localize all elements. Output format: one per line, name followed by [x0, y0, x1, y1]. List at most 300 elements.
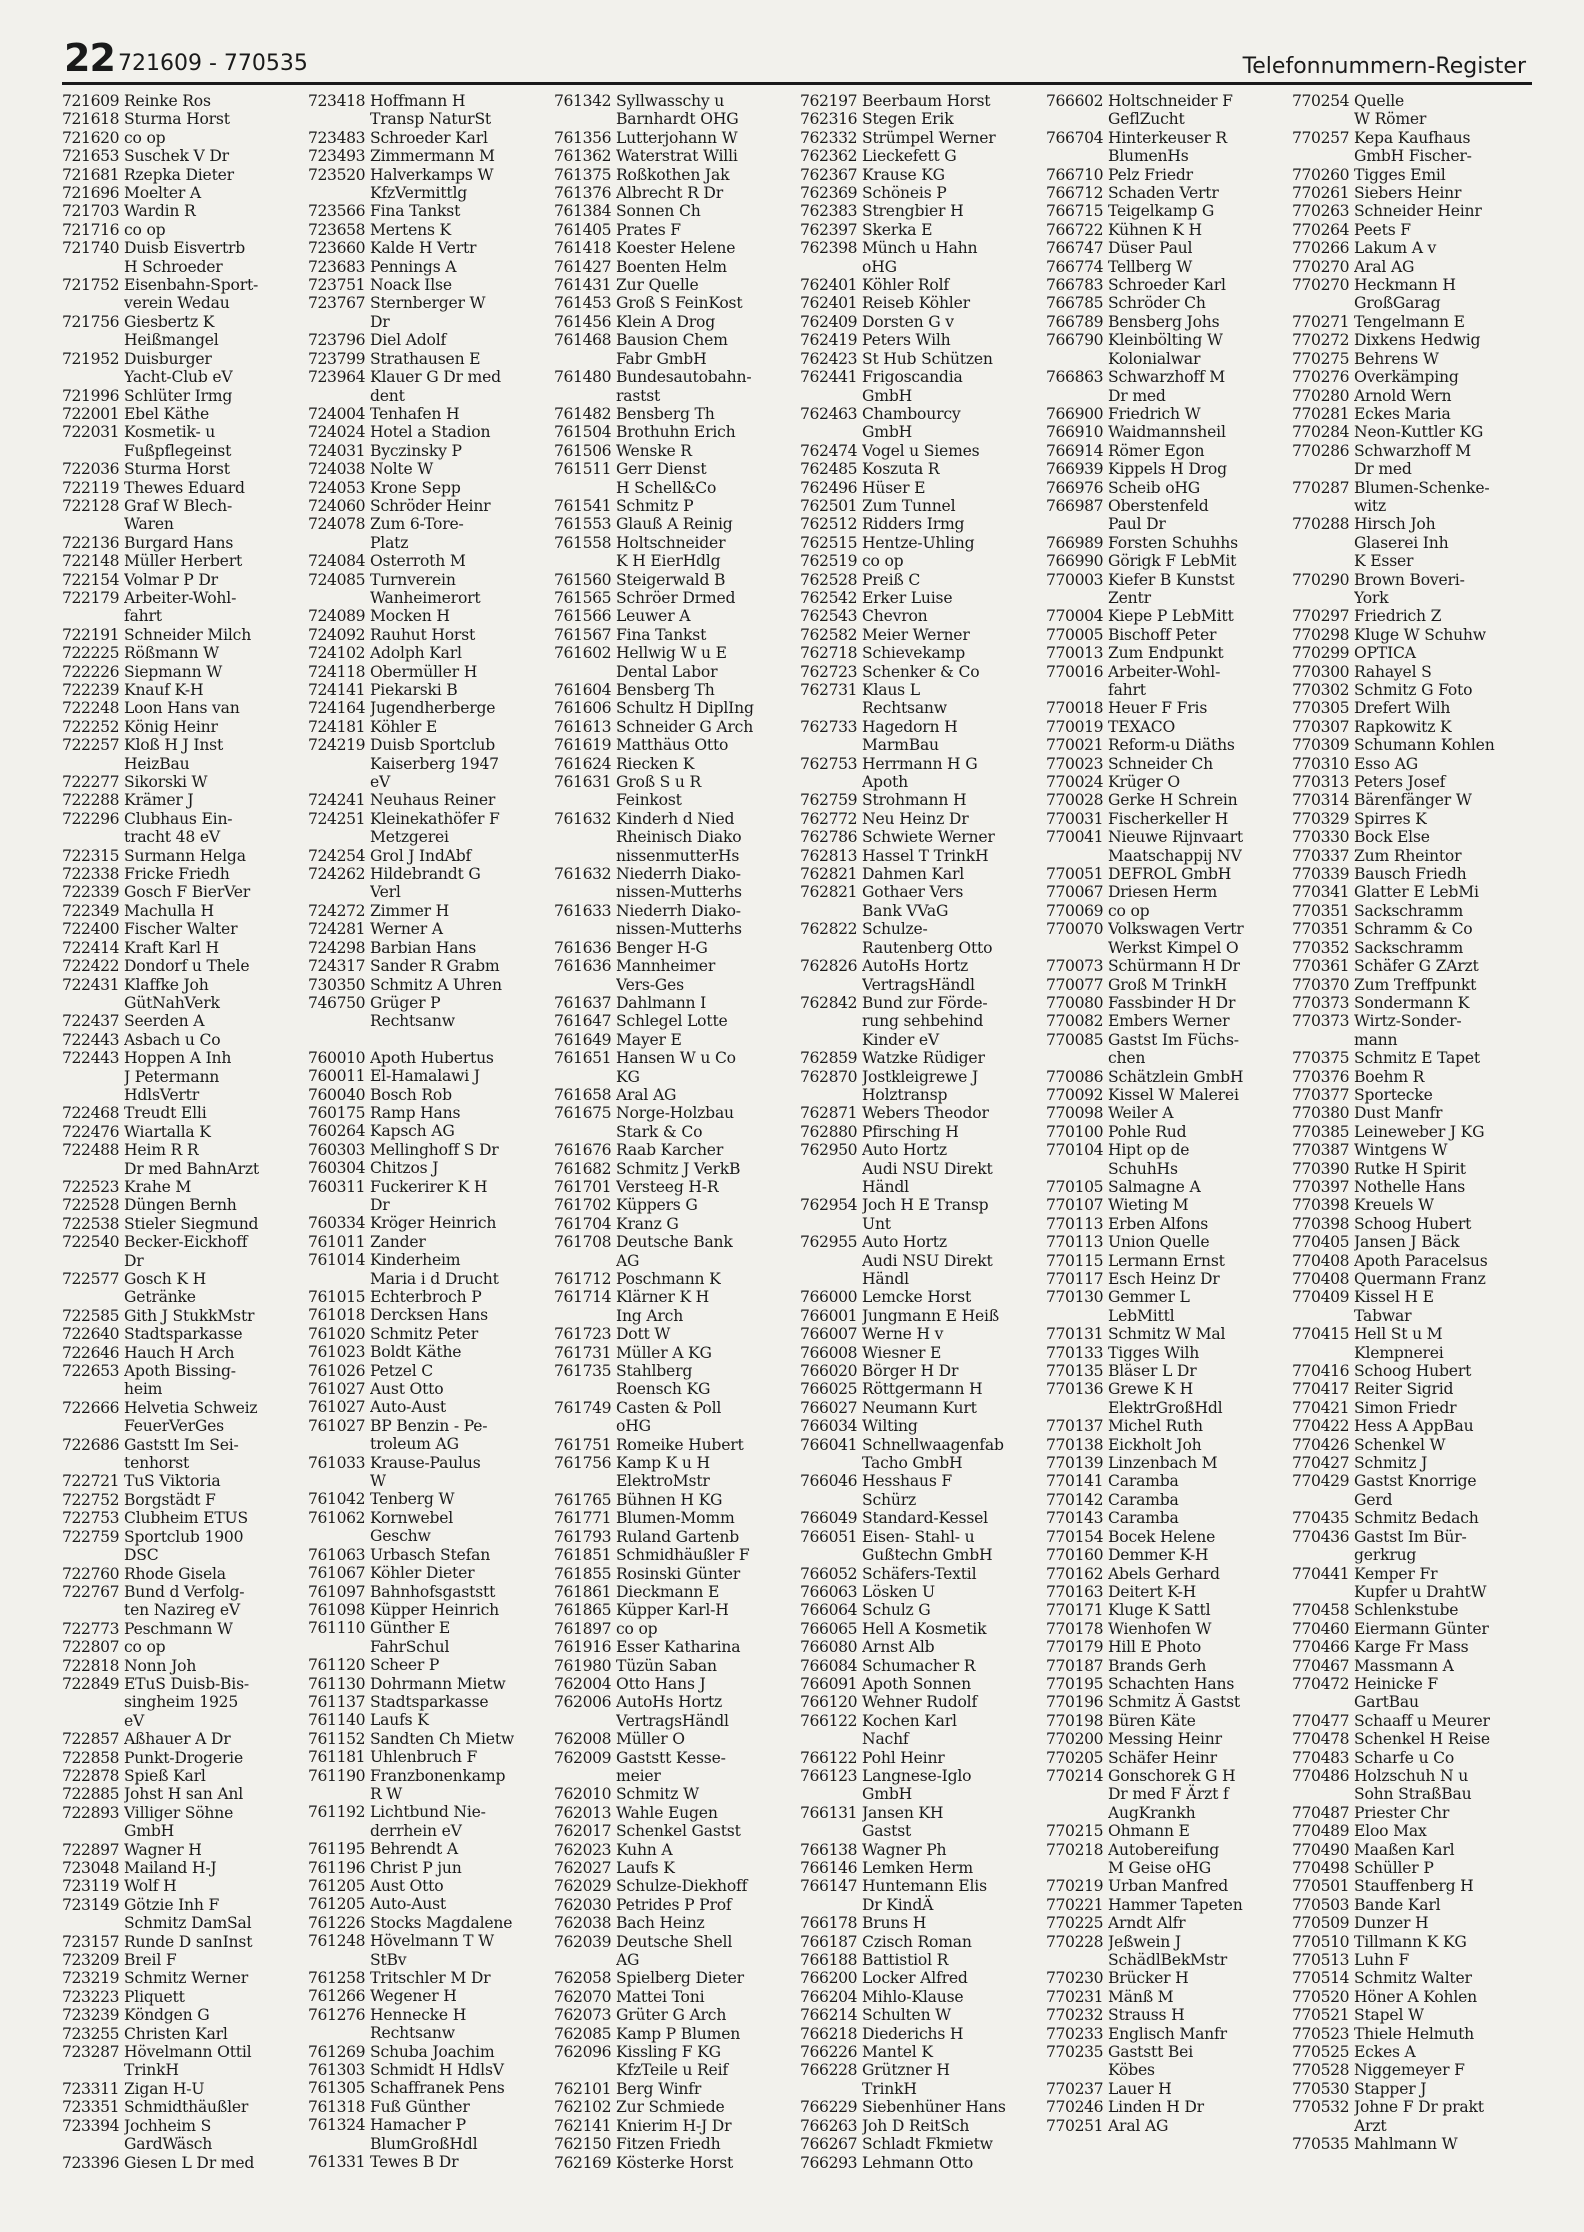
- phone-number: 762409: [800, 312, 858, 331]
- subscriber-name: Kühnen K H: [1108, 220, 1202, 239]
- phone-number: 766007: [800, 1325, 858, 1344]
- subscriber-name: Barbian Hans: [370, 938, 477, 957]
- directory-entry: [62, 957, 308, 975]
- directory-entry: [62, 1325, 308, 1343]
- subscriber-name: Schroeder Karl: [370, 128, 488, 147]
- directory-entry: [308, 1380, 554, 1398]
- directory-entry: [308, 718, 554, 736]
- subscriber-name: Behrens W: [1354, 349, 1439, 368]
- subscriber-name: Gothaer Vers Bank VVaG: [862, 883, 964, 920]
- directory-entry: [62, 1804, 308, 1841]
- phone-number: 766052: [800, 1564, 858, 1583]
- phone-number: 723767: [308, 294, 366, 313]
- directory-entry: [554, 865, 800, 902]
- directory-entry: [62, 166, 308, 184]
- directory-entry: [308, 1987, 554, 2005]
- directory-entry: [554, 276, 800, 294]
- subscriber-name: Byczinsky P: [370, 441, 462, 460]
- phone-number: 761731: [554, 1343, 612, 1362]
- directory-entry: [1292, 828, 1538, 846]
- subscriber-name: Krone Sepp: [370, 478, 461, 497]
- directory-entry: [1046, 902, 1292, 920]
- directory-entry: [800, 221, 1046, 239]
- directory-entry: [62, 221, 308, 239]
- directory-entry: [800, 957, 1046, 994]
- phone-number: 761362: [554, 147, 612, 166]
- subscriber-name: Zigan H-U: [124, 2079, 205, 2098]
- subscriber-name: Gerke H Schrein: [1108, 791, 1238, 810]
- subscriber-name: Köhler Rolf: [862, 276, 949, 295]
- subscriber-name: Priester Chr: [1354, 1803, 1450, 1822]
- subscriber-name: Heuer F Fris: [1108, 699, 1208, 718]
- subscriber-name: Bausion Chem Fabr GmbH: [616, 331, 728, 368]
- directory-entry: [1046, 1252, 1292, 1270]
- subscriber-name: Laufs K: [616, 1859, 675, 1877]
- subscriber-name: Mailand H-J: [124, 1859, 217, 1877]
- subscriber-name: Obermüller H: [370, 662, 478, 681]
- phone-number: 770486: [1292, 1766, 1350, 1785]
- subscriber-name: Wilting: [862, 1417, 918, 1436]
- phone-number: 761026: [308, 1361, 366, 1380]
- subscriber-name: Zur Schmiede: [616, 2098, 725, 2117]
- phone-number: 770373: [1292, 993, 1350, 1012]
- subscriber-name: Watzke Rüdiger: [862, 1049, 985, 1068]
- directory-entry: [554, 1638, 800, 1656]
- directory-entry: [308, 479, 554, 497]
- subscriber-name: Schmitz Peter: [370, 1324, 479, 1343]
- directory-entry: [554, 221, 800, 239]
- directory-entry: [62, 313, 308, 350]
- phone-number: 770021: [1046, 736, 1104, 755]
- subscriber-name: Glauß A Reinig: [616, 515, 733, 534]
- phone-number: 766147: [800, 1877, 858, 1896]
- phone-number: 766226: [800, 2043, 858, 2062]
- subscriber-name: Eisenbahn-Sport- verein Wedau: [124, 276, 259, 313]
- directory-entry: [1046, 571, 1292, 608]
- subscriber-name: Quelle W Römer: [1354, 92, 1427, 129]
- subscriber-name: Christ P jun: [370, 1858, 462, 1877]
- subscriber-name: Schäfer Heinr: [1108, 1748, 1217, 1767]
- phone-number: 770016: [1046, 662, 1104, 681]
- subscriber-name: Schuba Joachim: [370, 2042, 495, 2061]
- subscriber-name: Schnellwaagenfab Tacho GmbH: [862, 1435, 1004, 1473]
- phone-number: 770297: [1292, 607, 1350, 626]
- phone-number: 770031: [1046, 809, 1104, 828]
- subscriber-name: Mänß M: [1108, 1987, 1174, 2006]
- phone-number: 766914: [1046, 441, 1104, 460]
- directory-entry: [554, 2006, 800, 2024]
- subscriber-name: Bock Else: [1354, 828, 1430, 847]
- phone-number: 761714: [554, 1288, 612, 1307]
- subscriber-name: Lichtbund Nie- derrhein eV: [370, 1803, 486, 1840]
- subscriber-name: Leuwer A: [616, 607, 691, 626]
- subscriber-name: Jungmann E Heiß: [862, 1306, 1000, 1325]
- subscriber-name: Lösken U: [862, 1582, 935, 1601]
- subscriber-name: Sackschramm: [1354, 938, 1464, 957]
- subscriber-name: Fuckerirer K H Dr: [370, 1177, 488, 1214]
- subscriber-name: Schmitz Werner: [124, 1969, 249, 1988]
- subscriber-name: Ridders Irmg: [862, 515, 965, 534]
- subscriber-name: Stapel W: [1354, 2006, 1424, 2025]
- directory-entry: [554, 1914, 800, 1932]
- subscriber-name: Nieuwe Rijnvaart Maatschappij NV: [1108, 828, 1243, 865]
- phone-number: 722752: [62, 1490, 120, 1509]
- phone-number: 770477: [1292, 1711, 1350, 1730]
- directory-entry: [308, 1711, 554, 1729]
- subscriber-name: Esso AG: [1354, 754, 1419, 773]
- directory-entry: [62, 387, 308, 405]
- directory-entry: [308, 1675, 554, 1693]
- directory-entry: [1046, 1270, 1292, 1288]
- phone-number: 722191: [62, 625, 120, 644]
- directory-entry: [554, 1012, 800, 1030]
- phone-number: 770426: [1292, 1435, 1350, 1454]
- subscriber-name: Caramba: [1108, 1490, 1179, 1509]
- phone-number: 762008: [554, 1730, 612, 1749]
- phone-number: 770523: [1292, 2024, 1350, 2043]
- phone-number: 766785: [1046, 294, 1104, 313]
- phone-number: 761331: [308, 2153, 366, 2172]
- subscriber-name: Volmar P Dr: [124, 570, 218, 589]
- phone-number: 761855: [554, 1564, 612, 1583]
- phone-number: 766178: [800, 1914, 858, 1933]
- subscriber-name: Loon Hans van: [124, 699, 240, 718]
- directory-entry: [1046, 552, 1292, 570]
- subscriber-name: Zum 6-Tore- Platz: [370, 515, 464, 552]
- subscriber-name: Erker Luise: [862, 588, 953, 607]
- phone-number: 724298: [308, 938, 366, 957]
- phone-number: 723048: [62, 1859, 120, 1877]
- directory-entry: [1292, 736, 1538, 754]
- phone-number: 723255: [62, 2024, 120, 2043]
- phone-number: 766120: [800, 1693, 858, 1712]
- subscriber-name: Bocek Helene: [1108, 1527, 1216, 1546]
- phone-number: 761427: [554, 257, 612, 276]
- directory-entry: [308, 221, 554, 239]
- phone-number: 770019: [1046, 717, 1104, 736]
- phone-number: 761468: [554, 331, 612, 350]
- phone-number: 723219: [62, 1969, 120, 1988]
- subscriber-name: Hirsch Joh Glaserei Inh K Esser: [1354, 515, 1449, 571]
- subscriber-name: Asbach u Co: [124, 1030, 221, 1049]
- directory-entry: [554, 1436, 800, 1454]
- phone-number: 770237: [1046, 2079, 1104, 2098]
- subscriber-name: Hoffmann H Transp NaturSt: [370, 92, 491, 129]
- subscriber-name: Götzie Inh F Schmitz DamSal: [124, 1895, 252, 1933]
- subscriber-name: Raab Karcher: [616, 1141, 724, 1160]
- phone-number: 770232: [1046, 2006, 1104, 2025]
- directory-entry: [62, 1031, 308, 1049]
- subscriber-name: DEFROL GmbH: [1108, 865, 1232, 884]
- directory-entry: [1046, 258, 1292, 276]
- phone-number: 770171: [1046, 1601, 1104, 1620]
- subscriber-name: ETuS Duisb-Bis- singheim 1925 eV: [124, 1674, 249, 1730]
- phone-number: 770187: [1046, 1656, 1104, 1675]
- directory-entry: [1292, 2025, 1538, 2043]
- phone-number: 770310: [1292, 754, 1350, 773]
- phone-number: 722488: [62, 1141, 120, 1160]
- phone-number: 761137: [308, 1692, 366, 1711]
- subscriber-name: Tenhafen H: [370, 404, 460, 423]
- directory-entry: [1292, 423, 1538, 441]
- directory-entry: [62, 791, 308, 809]
- subscriber-name: Frigoscandia GmbH: [862, 368, 963, 405]
- phone-number: 766987: [1046, 496, 1104, 515]
- directory-entry: [554, 147, 800, 165]
- directory-entry: [1046, 2043, 1292, 2080]
- subscriber-name: Burgard Hans: [124, 533, 234, 552]
- directory-entry: [62, 1215, 308, 1233]
- directory-entry: [554, 1693, 800, 1730]
- subscriber-name: Schmitz A Uhren: [370, 975, 502, 994]
- directory-entry: [1292, 479, 1538, 516]
- phone-number: 766065: [800, 1619, 858, 1638]
- directory-entry: [1046, 1509, 1292, 1527]
- phone-number: 761619: [554, 736, 612, 755]
- subscriber-name: co op: [124, 128, 166, 147]
- subscriber-name: Jostkleigrewe J Holztransp: [862, 1067, 979, 1104]
- directory-entry: [308, 2043, 554, 2061]
- phone-number: 761195: [308, 1840, 366, 1859]
- phone-number: 721618: [62, 110, 120, 129]
- subscriber-name: Bosch Rob: [370, 1085, 452, 1104]
- subscriber-name: Schmitz Ä Gastst: [1108, 1693, 1240, 1712]
- subscriber-name: Gastst Im Bür- gerkrug: [1354, 1527, 1467, 1565]
- directory-entry: [62, 202, 308, 220]
- directory-entry: [308, 1159, 554, 1177]
- directory-entry: [1292, 221, 1538, 239]
- directory-entry: [62, 110, 308, 128]
- directory-entry: [1292, 2080, 1538, 2098]
- directory-entry: [62, 1988, 308, 2006]
- directory-entry: [308, 1251, 554, 1288]
- phone-number: 761765: [554, 1490, 612, 1509]
- directory-entry: [554, 1583, 800, 1601]
- directory-entry: [800, 1657, 1046, 1675]
- phone-number: 724031: [308, 441, 366, 460]
- directory-entry: [1046, 1123, 1292, 1141]
- directory-entry: [1046, 221, 1292, 239]
- phone-number: 770080: [1046, 993, 1104, 1012]
- directory-entry: [554, 994, 800, 1012]
- phone-number: 770251: [1046, 2116, 1104, 2135]
- subscriber-name: Hotel a Stadion: [370, 423, 491, 442]
- phone-number: 761702: [554, 1196, 612, 1215]
- phone-number: 722857: [62, 1730, 120, 1749]
- phone-number: 722773: [62, 1619, 120, 1638]
- directory-entry: [62, 147, 308, 165]
- subscriber-name: Tewes B Dr: [370, 2153, 459, 2172]
- phone-number: 770416: [1292, 1362, 1350, 1381]
- directory-entry: [554, 1104, 800, 1141]
- phone-number: 761851: [554, 1546, 612, 1565]
- phone-number: 724281: [308, 920, 366, 939]
- phone-number: 761318: [308, 2097, 366, 2116]
- directory-entry: [1292, 1638, 1538, 1656]
- phone-number: 761015: [308, 1288, 366, 1306]
- subscriber-name: Rapkowitz K: [1354, 717, 1452, 736]
- subscriber-name: Peets F: [1354, 220, 1411, 239]
- phone-number: 770421: [1292, 1398, 1350, 1417]
- directory-entry: [1292, 810, 1538, 828]
- directory-entry: [1046, 1712, 1292, 1730]
- directory-entry: [554, 331, 800, 368]
- subscriber-name: Stegen Erik: [862, 110, 954, 129]
- directory-entry: [800, 1693, 1046, 1711]
- directory-entry: [1292, 1896, 1538, 1914]
- subscriber-name: Embers Werner: [1108, 1012, 1230, 1031]
- directory-entry: [62, 1859, 308, 1877]
- directory-entry: [800, 2006, 1046, 2024]
- phone-number: 722443: [62, 1049, 120, 1068]
- phone-number: 722858: [62, 1748, 120, 1767]
- subscriber-name: Eiermann Günter: [1354, 1619, 1489, 1638]
- directory-entry: [308, 699, 554, 717]
- directory-entry: [1046, 626, 1292, 644]
- phone-number: 770082: [1046, 1012, 1104, 1031]
- subscriber-name: Aral AG: [616, 1085, 677, 1104]
- phone-number: 770104: [1046, 1141, 1104, 1160]
- phone-number: 761063: [308, 1545, 366, 1564]
- subscriber-name: Groß S u R Feinkost: [616, 773, 702, 810]
- subscriber-name: Oberstenfeld Paul Dr: [1108, 496, 1209, 534]
- subscriber-name: Kloß H J Inst HeizBau: [124, 736, 224, 773]
- phone-number: 770086: [1046, 1067, 1104, 1086]
- directory-entry: [554, 184, 800, 202]
- directory-entry: [1292, 883, 1538, 901]
- subscriber-name: Urban Manfred: [1108, 1877, 1229, 1896]
- subscriber-name: Arnold Wern: [1354, 386, 1452, 405]
- subscriber-name: Englisch Manfr: [1108, 2024, 1227, 2043]
- directory-entry: [554, 1344, 800, 1362]
- subscriber-name: Neumann Kurt: [862, 1398, 977, 1417]
- directory-entry: [62, 1749, 308, 1767]
- phone-number: 766034: [800, 1417, 858, 1436]
- subscriber-name: Romeike Hubert: [616, 1435, 744, 1454]
- phone-number: 766123: [800, 1766, 858, 1785]
- directory-entry: [800, 1362, 1046, 1380]
- subscriber-name: Aust Otto: [370, 1877, 444, 1895]
- phone-number: 770117: [1046, 1270, 1104, 1288]
- subscriber-name: Scheib oHG: [1108, 478, 1201, 497]
- phone-number: 762543: [800, 607, 858, 626]
- phone-number: 770023: [1046, 754, 1104, 773]
- phone-number: 761098: [308, 1600, 366, 1619]
- directory-entry: [1046, 663, 1292, 700]
- phone-number: 722036: [62, 460, 120, 479]
- directory-entry: [554, 1988, 800, 2006]
- directory-entry: [800, 1417, 1046, 1435]
- subscriber-name: Bande Karl: [1354, 1895, 1441, 1914]
- directory-entry: [1292, 2135, 1538, 2153]
- directory-entry: [62, 184, 308, 202]
- phone-number: 762316: [800, 110, 858, 129]
- phone-number: 770501: [1292, 1877, 1350, 1896]
- subscriber-name: Leineweber J KG: [1354, 1122, 1485, 1141]
- subscriber-name: Auto-Aust: [370, 1895, 447, 1914]
- phone-number: 730350: [308, 975, 366, 994]
- subscriber-name: Grewe K H ElektrGroßHdl: [1108, 1380, 1223, 1417]
- subscriber-name: Strohmann H: [862, 791, 967, 810]
- phone-number: 770339: [1292, 865, 1350, 884]
- directory-entry: [308, 939, 554, 957]
- directory-entry: [1046, 1436, 1292, 1454]
- directory-entry: [554, 239, 800, 257]
- subscriber-name: Dorsten G v: [862, 312, 954, 331]
- directory-entry: [554, 1841, 800, 1859]
- phone-number: 762786: [800, 828, 858, 847]
- subscriber-name: Peters Wilh: [862, 331, 951, 350]
- directory-entry: [1292, 1141, 1538, 1159]
- directory-entry: [554, 810, 800, 865]
- subscriber-name: Punkt-Drogerie: [124, 1748, 243, 1767]
- subscriber-name: Kraft Karl H: [124, 938, 219, 957]
- subscriber-name: Schmidthäußler: [124, 2098, 249, 2117]
- phone-number: 761375: [554, 165, 612, 184]
- directory-entry: [1292, 994, 1538, 1012]
- subscriber-name: Versteeg H-R: [616, 1177, 719, 1196]
- subscriber-name: Mattei Toni: [616, 1987, 705, 2006]
- directory-entry: [800, 405, 1046, 442]
- phone-number: 761356: [554, 128, 612, 147]
- subscriber-name: OPTICA: [1354, 644, 1416, 663]
- directory-entry: [62, 1270, 308, 1307]
- directory-entry: [554, 2025, 800, 2043]
- phone-number: 770429: [1292, 1472, 1350, 1491]
- phone-number: 760304: [308, 1159, 366, 1178]
- phone-number: 766084: [800, 1656, 858, 1675]
- directory-entry: [554, 1822, 800, 1840]
- subscriber-name: Tengelmann E: [1354, 312, 1465, 331]
- subscriber-name: Stahlberg Roensch KG: [616, 1362, 711, 1399]
- subscriber-name: Bund zur Förde- rung sehbehind Kinder eV: [862, 993, 988, 1049]
- phone-number: 770408: [1292, 1251, 1350, 1270]
- directory-entry: [1046, 736, 1292, 754]
- phone-number: 770225: [1046, 1914, 1104, 1933]
- phone-number: 761027: [308, 1380, 366, 1399]
- phone-number: 721952: [62, 349, 120, 368]
- directory-entry: [308, 1969, 554, 1987]
- phone-number: 761097: [308, 1582, 366, 1601]
- directory-entry: [308, 129, 554, 147]
- directory-entry: [554, 1528, 800, 1546]
- subscriber-name: Grol J IndAbf: [370, 846, 472, 865]
- subscriber-name: Thiele Helmuth: [1354, 2024, 1474, 2043]
- directory-entry: [308, 1656, 554, 1674]
- phone-number: 770498: [1292, 1859, 1350, 1877]
- directory-entry: [800, 1767, 1046, 1804]
- subscriber-name: Neon-Kuttler KG: [1354, 423, 1484, 442]
- subscriber-name: Rzepka Dieter: [124, 165, 234, 184]
- directory-entry: [308, 1509, 554, 1546]
- directory-entry: [554, 442, 800, 460]
- directory-entry: [554, 773, 800, 810]
- phone-number: 770221: [1046, 1895, 1104, 1914]
- subscriber-name: Köhler Dieter: [370, 1564, 475, 1583]
- directory-entry: [62, 773, 308, 791]
- phone-number: 723751: [308, 276, 366, 295]
- directory-entry: [1046, 1528, 1292, 1546]
- subscriber-name: Hell A Kosmetik: [862, 1619, 987, 1638]
- subscriber-name: Stieler Siegmund: [124, 1214, 259, 1233]
- subscriber-name: Chevron: [862, 607, 928, 626]
- phone-number: 722248: [62, 699, 120, 718]
- directory-entry: [800, 239, 1046, 276]
- subscriber-name: Fischerkeller H: [1108, 809, 1229, 828]
- subscriber-name: Jeßwein J SchädlBekMstr: [1108, 1932, 1227, 1970]
- subscriber-name: Peters Josef: [1354, 773, 1446, 792]
- phone-number: 770018: [1046, 699, 1104, 718]
